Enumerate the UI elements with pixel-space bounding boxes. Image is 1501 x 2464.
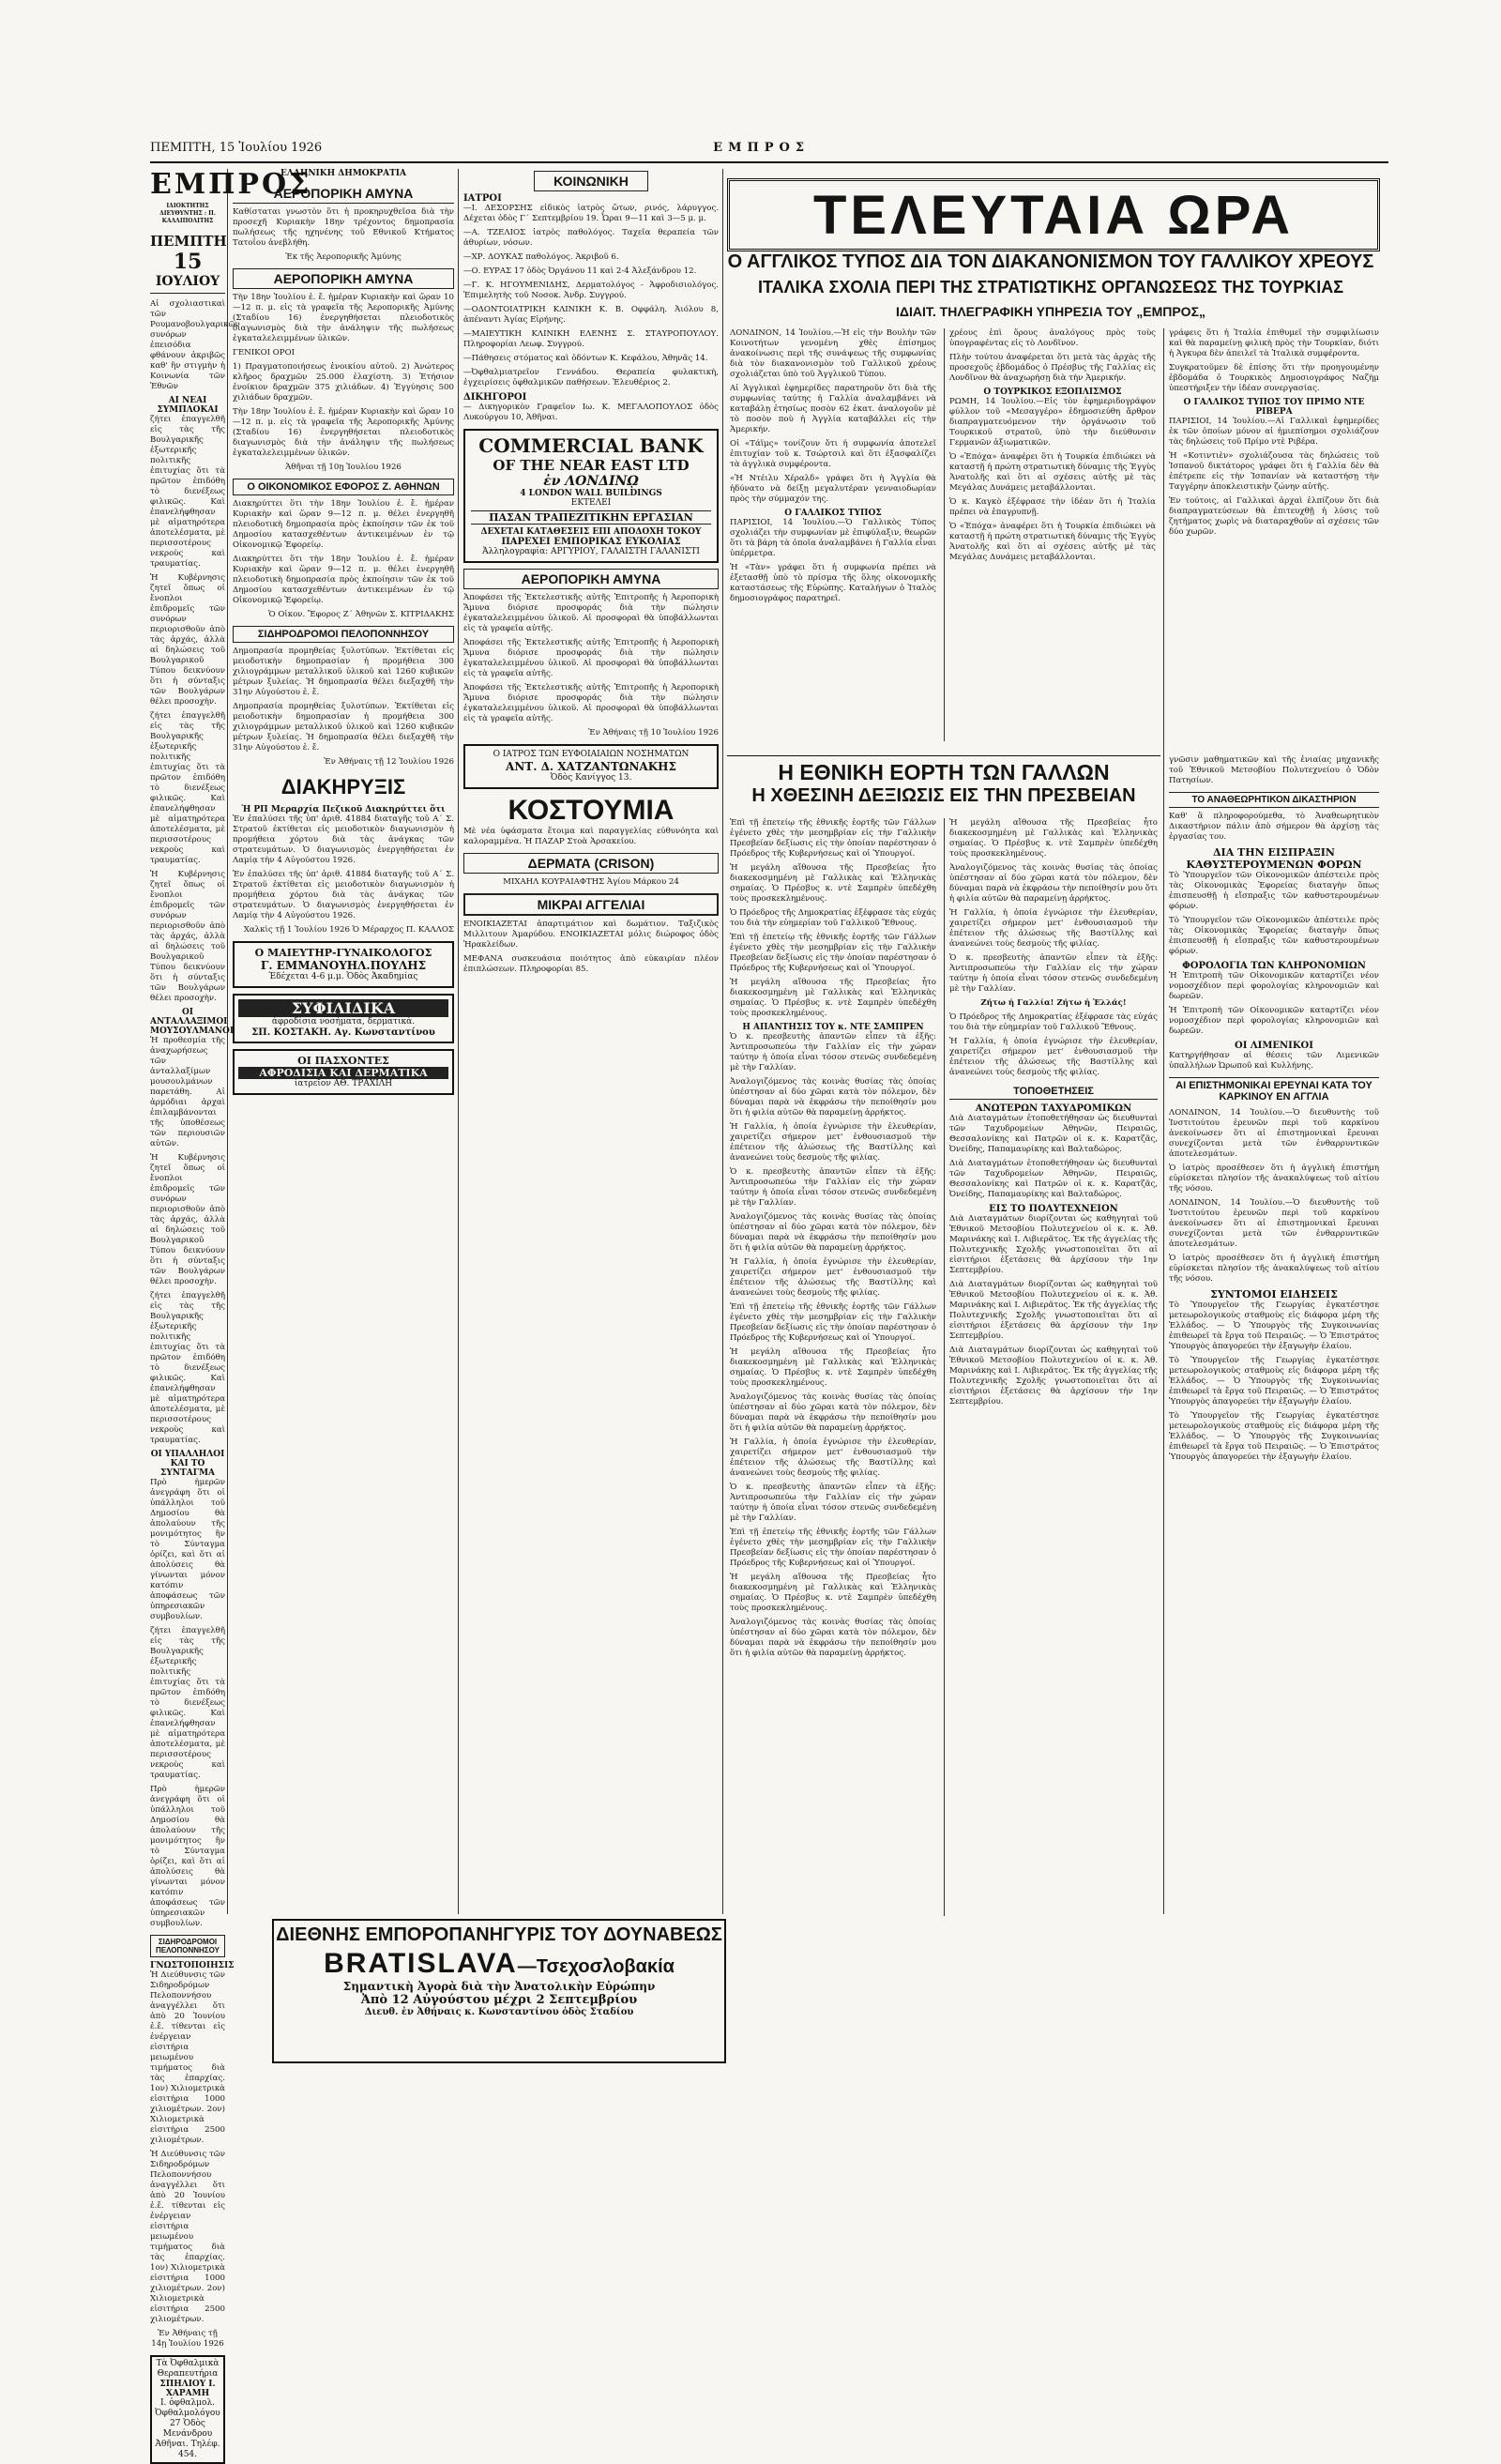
article-paragraph: Ὁ κ. Καγκὸ ἐξέφρασε τὴν ἰδέαν ὅτι ἡ Ἰταλία πρέπει νὰ ἐπαγρυπνῇ. — [949, 497, 1156, 517]
article-paragraph: Πρὸ ἡμερῶν ἀνεγράφη ὅτι οἱ ὑπάλληλοι τοῦ Δημοσίου θὰ ἀπολαύουν τῆς μονιμότητος ἣν τὸ Σύνταγμα ὁρίζει, καὶ ὅτι αἱ ἀπολύσεις θὰ γίνωνται μόνον κατόπιν ἀποφάσεως τῶν ὑπηρεσιακῶν συμβουλίων. — [150, 1785, 225, 1928]
article-paragraph: Ἐν ἐπαλύσει τῆς ὑπ' ἀριθ. 41884 διαταγῆς τοῦ Α΄ Σ. Στρατοῦ ἐκτίθεται εἰς μειοδοτικὸν διαγωνισμὸν ἡ προμήθεια χόρτου διὰ τὰς ἀνάγκας τῶν στρατευμάτων. Ὁ διαγωνισμὸς ἐνεργηθήσεται ἐν Λαμίᾳ τὴν 4 Αὐγούστου 1926. — [233, 814, 454, 865]
article-paragraph: ζήτει ἐπαγγελθῆ εἰς τὰς τῆς Βουλγαρικῆς ἐξωτερικῆς πολιτικῆς ἐπιτυχίας ὅτι τὰ πρῶτον ἐπιδόθη τὸ διενέξεως φιλικῶς. Καὶ ἐπανελήφθησαν μὲ αἱματηρότερα ἀποτελέσματα, μὲ περισσοτέρους νεκροὺς καὶ τραυματίας. — [150, 1626, 225, 1780]
section-subheading: ΑΝΩΤΕΡΩΝ ΤΑΧΥΔΡΟΜΙΚΩΝ — [975, 1103, 1132, 1114]
article-paragraph: Ἡ μεγάλη αἴθουσα τῆς Πρεσβείας ἦτο διακεκοσμημένη μὲ Γαλλικὰς καὶ Ἑλληνικὰς σημαίας. Ὁ Πρέσβυς κ. ντὲ Σαμπρὲν ὑπεδέχθη τοὺς προσκεκλημένους. — [730, 1573, 936, 1613]
section-label: ΕΛΛΗΝΙΚΗ ΔΗΜΟΚΡΑΤΙΑ — [280, 169, 406, 178]
column-3 — [463, 169, 719, 1909]
column-rule — [1163, 328, 1164, 1914]
article-paragraph: Ἡ «Κοτιντιὲν» σχολιάζουσα τὰς δηλώσεις τοῦ Ἰσπανοῦ δικτάτορος γράφει ὅτι ἡ Γαλλία δὲν θὰ ἐπέτρεπε εἰς τὴν Ἰσπανίαν νὰ καταστήσῃ τὴν Ταγγέρην ἀποκλειστικὴν ζώνην αὐτῆς. — [1169, 451, 1379, 492]
article-paragraph: Διὰ Διαταγμάτων διορίζονται ὡς καθηγηταὶ τοῦ Ἐθνικοῦ Μετσοβίου Πολυτεχνείου οἱ κ. κ. Ἀθ. Μαρινάκης καὶ Ι. Λιβιερᾶτος. Ἐκ τῆς ἀγγελίας τῆς Πολυτεχνικῆς Σχολῆς γνωστοποιεῖται ὅτι αἱ εἰσιτήριοι ἐξετάσεις θὰ ἀρχίσουν τὴν 1ην Σεπτεμβρίου. — [949, 1214, 1158, 1275]
listing: —Α. ΤΖΕΛΙΟΣ ἰατρὸς παθολόγος. Ταχεῖα θεραπεία τῶν ἀθυρίων, νόσων. — [463, 228, 719, 248]
section-subheading: ΙΑΤΡΟΙ — [463, 193, 502, 204]
dateline: Ἐν Ἀθήναις τῇ 10 Ἰουλίου 1926 — [588, 728, 719, 738]
article-paragraph: ζήτει ἐπαγγελθῆ εἰς τὰς τῆς Βουλγαρικῆς ἐξωτερικῆς πολιτικῆς ἐπιτυχίας ὅτι τὰ πρῶτον ἐπιδόθη τὸ διενέξεως φιλικῶς. Καὶ ἐπανελήφθησαν μὲ αἱματηρότερα ἀποτελέσματα, μὲ περισσοτέρους νεκροὺς καὶ τραυματίας. — [150, 415, 225, 569]
article-paragraph: Ἀποφάσει τῆς Ἐκτελεστικῆς αὐτῆς Ἐπιτροπῆς ἡ Ἀεροπορικὴ Ἄμυνα διόρισε προσφοράς διὰ τὴν πώλησιν ἐγκαταλελειμμένου ὑλικοῦ. Αἱ προσφοραὶ θὰ ὑποβάλλωνται εἰς τὰ γραφεῖα αὐτῆς. — [463, 683, 719, 723]
classified: ΕΝΟΙΚΙΑΖΕΤΑΙ ἀπαρτιμάτιον καὶ δωμάτιον. Ταξιζικὸς Μιλλιτουν Ἀμαρύδου. ΕΝΟΙΚΙΑΖΕΤΑΙ μόλις διώροφος ὁδὸς Ἡρακλείδων. — [463, 920, 719, 950]
ad-line: Σημαντικὴ Ἀγορὰ διὰ τὴν Ἀνατολικὴν Εὐρώπην — [342, 1980, 656, 1993]
bank-address: 4 LONDON WALL BUILDINGS — [520, 489, 662, 498]
ad-line: Ἐδέχεται 4-6 μ.μ. Ὁδὸς Ἀκαδημίας — [268, 972, 418, 981]
article-paragraph: Ἀποφάσει τῆς Ἐκτελεστικῆς αὐτῆς Ἐπιτροπῆς ἡ Ἀεροπορικὴ Ἄμυνα διόρισε προσφοράς διὰ τὴν πώλησιν ἐγκαταλελειμμένου ὑλικοῦ. Αἱ προσφοραὶ θὰ ὑποβάλλωνται εἰς τὰ γραφεῖα αὐτῆς. — [463, 593, 719, 633]
section-heading: ΑΕΡΟΠΟΡΙΚΗ ΑΜΥΝΑ — [233, 268, 454, 289]
national-day-column-2 — [949, 818, 1158, 1921]
bank-line: ΔΕΧΕΤΑΙ ΚΑΤΑΘΕΣΕΙΣ ΕΠΙ ΑΠΟΔΟΧΗ ΤΟΚΟΥ — [480, 527, 702, 537]
article-paragraph: Κατηργήθησαν αἱ θέσεις τῶν Λιμενικῶν ὑπαλλήλων Ὠρωποῦ καὶ Κυλλήνης. — [1169, 1051, 1379, 1071]
article-paragraph: Τὸ Ὑπουργεῖον τῆς Γεωργίας ἐγκατέστησε μετεωρολογικοὺς σταθμοὺς εἰς διάφορα μέρη τῆς Ἑλλάδος. — Ὁ Ὑπουργὸς τῆς Συγκοινωνίας ἐπιθεωρεῖ τὰ ἔργα τοῦ Πειραιῶς. — Ὁ Ἐπιστράτος Ὑπουργὸς ἀπαγορεύει τὴν ἐξαγωγὴν ἐλαίου. — [1169, 1300, 1379, 1351]
advertisement-dermatology — [233, 1049, 454, 1095]
section-subheading: Η ΑΠΑΝΤΗΣΙΣ ΤΟΥ κ. ΝΤΕ ΣΑΜΠΡΕΝ — [742, 1023, 924, 1032]
bank-line: ΕΚΤΕΛΕΙ — [570, 498, 612, 508]
article-paragraph: Τὴν 18ην Ἰουλίου ἐ. ἔ. ἡμέραν Κυριακὴν καὶ ὥραν 10—12 π. μ. εἰς τὰ γραφεῖα τῆς Ἀεροπορικῆς Ἀμύνης (Σταδίου 16) ἐνεργηθήσεται πλειοδοτικὸς διαγωνισμὸς διὰ τὴν ἀνάληψιν τῆς πωλήσεως ἐγκαταλελειμμένων ὑλικῶν. — [233, 407, 454, 458]
listing: —Γ. Κ. ΗΓΟΥΜΕΝΙΔΗΣ, Δερματολόγος - Ἀφροδισιολόγος. Ἐπιμελητὴς τοῦ Νοσοκ. Ἀνδρ. Συγγρού. — [463, 281, 719, 300]
section-heading: ΟΙ ΛΙΜΕΝΙΚΟΙ — [1235, 1041, 1313, 1051]
article-paragraph: Ἀποφάσει τῆς Ἐκτελεστικῆς αὐτῆς Ἐπιτροπῆς ἡ Ἀεροπορικὴ Ἄμυνα διόρισε προσφοράς διὰ τὴν πώλησιν ἐγκαταλελειμμένου ὑλικοῦ. Αἱ προσφοραὶ θὰ ὑποβάλλωνται εἰς τὰ γραφεῖα αὐτῆς. — [463, 638, 719, 678]
article-paragraph: γράφεις ὅτι ἡ Ἰταλία ἐπιθυμεῖ τὴν συμφιλίωσιν καὶ θὰ παραμείνῃ φιλικὴ πρὸς τὴν Τουρκίαν, διότι ἡ Ἀγκυρα δὲν ἀπειλεῖ τὰ Ἰταλικὰ συμφέροντα. — [1169, 328, 1379, 358]
article-paragraph: Τὸ Ὑπουργεῖον τῆς Γεωργίας ἐγκατέστησε μετεωρολογικοὺς σταθμοὺς εἰς διάφορα μέρη τῆς Ἑλλάδος. — Ὁ Ὑπουργὸς τῆς Συγκοινωνίας ἐπιθεωρεῖ τὰ ἔργα τοῦ Πειραιῶς. — Ὁ Ἐπιστράτος Ὑπουργὸς ἀπαγορεύει τὴν ἐξαγωγὴν ἐλαίου. — [1169, 1411, 1379, 1462]
section-heading: ΚΟΙΝΩΝΙΚΗ — [534, 171, 648, 191]
section-subheading: Ο ΓΑΛΛΙΚΟΣ ΤΥΠΟΣ ΤΟΥ ΠΡΙΜΟ ΝΤΕ ΡΙΒΕΡΑ — [1183, 398, 1365, 417]
telegram-column-2 — [949, 328, 1156, 751]
ad-line: ἀφροδίσια νοσήματα, δερματικὰ. — [271, 1017, 416, 1027]
article-closing: Ζήτω ἡ Γαλλία! Ζήτω ἡ Ἑλλάς! — [980, 998, 1127, 1008]
section-heading: ΜΙΚΡΑΙ ΑΓΓΕΛΙΑΙ — [463, 893, 719, 916]
article-paragraph: Διὰ Διαταγμάτων ἐτοποθετήθησαν ὡς διευθυνταὶ τῶν Ταχυδρομείων Ἀθηνῶν, Πειραιῶς, Θεσσαλονίκης καὶ Πατρῶν οἱ κ. κ. Καρατζᾶς, Ὀνείδης, Παπαμαυρίκης καὶ Βαλταδώρος. — [949, 1114, 1158, 1154]
section-heading: ΔΙΑ ΤΗΝ ΕΙΣΠΡΑΞΙΝ ΚΑΘΥΣΤΕΡΟΥΜΕΝΩΝ ΦΟΡΩΝ — [1186, 846, 1362, 871]
article-paragraph: Ἐπὶ τῇ ἐπετείῳ τῆς ἐθνικῆς ἑορτῆς τῶν Γάλλων ἐγένετο χθὲς τὴν μεσημβρίαν εἰς τὴν Γαλλικὴν Πρεσβείαν δεξίωσις εἰς τὴν ὁποίαν παρέστησαν ὁ Πρόεδρος τῆς Κυβερνήσεως καὶ οἱ Ὑπουργοί. — [730, 933, 936, 973]
ad-title-leather: ΔΕΡΜΑΤΑ (CRISON) — [463, 853, 719, 874]
news-column-right — [1169, 755, 1379, 1919]
section-heading: ΑΙ ΕΠΙΣΤΗΜΟΝΙΚΑΙ ΕΡΕΥΝΑΙ ΚΑΤΑ ΤΟΥ ΚΑΡΚΙΝΟΥ ΕΝ ΑΓΓΛΙΑ — [1169, 1077, 1379, 1104]
article-paragraph: Τὸ Ὑπουργεῖον τῆς Γεωργίας ἐγκατέστησε μετεωρολογικοὺς σταθμοὺς εἰς διάφορα μέρη τῆς Ἑλλάδος. — Ὁ Ὑπουργὸς τῆς Συγκοινωνίας ἐπιθεωρεῖ τὰ ἔργα τοῦ Πειραιῶς. — Ὁ Ἐπιστράτος Ὑπουργὸς ἀπαγορεύει τὴν ἐξαγωγὴν ἐλαίου. — [1169, 1356, 1379, 1407]
national-day-column-1 — [730, 818, 936, 1921]
article-paragraph: Διακηρύττει ὅτι τὴν 18ην Ἰουλίου ἐ. ἔ. ἡμέραν Κυριακὴν καὶ ὥραν 9—12 π. μ. θέλει ἐνεργηθῆ πλειοδοτικὴ δημοπρασία πρὸς ἐκποίησιν τῶν ἐκ τοῦ Δημοσίου κατασχεθέντων ἀντικειμένων ἐν τῷ Οἰκονομικῷ Ἐφορείῳ. — [233, 499, 454, 550]
article-paragraph: Τὸ Ὑπουργεῖον τῶν Οἰκονομικῶν ἀπέστειλε πρὸς τὰς Οἰκονομικὰς Ἐφορείας διαταγὴν ὅπως ἐπισπευσθῇ ἡ εἴσπραξις τῶν καθυστερουμένων φόρων. — [1169, 916, 1379, 956]
article-paragraph: Ἡ μεγάλη αἴθουσα τῆς Πρεσβείας ἦτο διακεκοσμημένη μὲ Γαλλικὰς καὶ Ἑλληνικὰς σημαίας. Ὁ Πρέσβυς κ. ντὲ Σαμπρὲν ὑπεδέχθη τοὺς προσκεκλημένους. — [949, 818, 1158, 859]
section-heading: ΑΕΡΟΠΟΡΙΚΗ ΑΜΥΝΑ — [463, 569, 719, 589]
advertisement-doctor — [463, 744, 719, 789]
ad-title: ΑΦΡΟΔΙΣΙΑ ΚΑΙ ΔΕΡΜΑΤΙΚΑ — [238, 1067, 448, 1079]
ad-name: ΣΠΗΛΙΟΥ Ι. ΧΑΡΑΜΗ — [159, 2380, 216, 2398]
ad-name: ΣΠ. ΚΟΣΤΑΚΗ. Αγ. Κωνσταντίνου — [251, 1027, 435, 1038]
article-paragraph: ζήτει ἐπαγγελθῆ εἰς τὰς τῆς Βουλγαρικῆς ἐξωτερικῆς πολιτικῆς ἐπιτυχίας ὅτι τὰ πρῶτον ἐπιδόθη τὸ διενέξεως φιλικῶς. Καὶ ἐπανελήφθησαν μὲ αἱματηρότερα ἀποτελέσματα, μὲ περισσοτέρους νεκροὺς καὶ τραυματίας. — [150, 1291, 225, 1445]
article-paragraph: Ἀναλογιζόμενος τὰς κοινὰς θυσίας τὰς ὁποίας ὑπέστησαν αἱ δύο χῶραι κατὰ τὸν πόλεμον, δὲν δύναμαι παρὰ νὰ ἐκφράσω τὴν πεποίθησίν μου ὅτι ἡ φιλία αὐτῶν θὰ παραμείνῃ ἀρρήκτος. — [730, 1392, 936, 1433]
article-paragraph: Ἐπὶ τῇ ἐπετείῳ τῆς ἐθνικῆς ἑορτῆς τῶν Γάλλων ἐγένετο χθὲς τὴν μεσημβρίαν εἰς τὴν Γαλλικὴν Πρεσβείαν δεξίωσις εἰς τὴν ὁποίαν παρέστησαν ὁ Πρόεδρος τῆς Κυβερνήσεως καὶ οἱ Ὑπουργοί. — [730, 1528, 936, 1568]
national-day-headline — [727, 760, 1160, 816]
advertisement-bank — [463, 429, 719, 563]
bank-line: ΠΑΣΑΝ ΤΡΑΠΕΖΙΤΙΚΗΝ ΕΡΓΑΣΙΑΝ — [471, 510, 711, 525]
column-rule — [944, 818, 945, 1916]
article-subheading: ΓΕΝΙΚΟΙ ΟΡΟΙ — [233, 348, 296, 357]
article-paragraph: Ὁ Πρόεδρος τῆς Δημοκρατίας ἐξέφρασε τὰς εὐχάς του διὰ τὴν εὐημερίαν τοῦ Γαλλικοῦ Ἔθνους. — [730, 908, 936, 928]
bank-name: COMMERCIAL BANK — [478, 434, 704, 457]
article-paragraph: Ἡ «Τὰν» γράφει ὅτι ἡ συμφωνία πρέπει νὰ ἐξετασθῇ ὑπὸ τὸ πρίσμα τῆς ὅλης οἰκονομικῆς καταστάσεως τῆς Εὐρώπης. Καταλήγων ὁ Ἰταλὸς δημοσιογράφος παρατηρεῖ. — [730, 563, 936, 603]
section-heading: ΦΟΡΟΛΟΓΙΑ ΤΩΝ ΚΛΗΡΟΝΟΜΙΩΝ — [1182, 961, 1366, 971]
ad-line: Ι. ὀφθαλμολ. Ὀφθαλμολόγου — [155, 2398, 220, 2418]
article-paragraph: Αἱ Ἀγγλικαὶ ἐφημερίδες παρατηροῦν ὅτι διὰ τῆς συμφωνίας ταύτης ἡ Γαλλία ἀναλαμβάνει νὰ καταβάλῃ ἐτησίως ποσὸν 62 ἑκατ. ἀναλογοῦν μὲ τὸ ποσὸν ποὺ ἡ Ἀγγλία καταβάλλει εἰς τὴν Ἀμερικήν. — [730, 384, 936, 434]
article-paragraph: «Ἡ Ντέιλυ Χέραλδ» γράφει ὅτι ἡ Ἀγγλία θὰ ἠδύνατο νὰ δείξῃ μεγαλυτέραν γενναιοδωρίαν πρὸς τὴν σύμμαχόν της. — [730, 474, 936, 504]
article-paragraph: ΛΟΝΔΙΝΟΝ, 14 Ἰουλίου.—Ἡ εἰς τὴν Βουλὴν τῶν Κοινοτήτων γενομένη χθὲς ἐπίσημος ἀνακοίνωσις περὶ τῆς συνάψεως τῆς συμφωνίας διὰ τὸν διακανονισμὸν τοῦ Γαλλικοῦ χρέους σχολιάζεται ὑπὸ τοῦ Ἀγγλικοῦ Τύπου. — [730, 328, 936, 379]
article-paragraph: Ἀναλογιζόμενος τὰς κοινὰς θυσίας τὰς ὁποίας ὑπέστησαν αἱ δύο χῶραι κατὰ τὸν πόλεμον, δὲν δύναμαι παρὰ νὰ ἐκφράσω τὴν πεποίθησίν μου ὅτι ἡ φιλία αὐτῶν θὰ παραμείνῃ ἀρρήκτος. — [730, 1618, 936, 1658]
listing: —Ο. ΕΥΡΑΣ 17 ὁδὸς Ὀργάνου 11 καὶ 2-4 Ἀλεξάνδρου 12. — [463, 266, 697, 276]
article-paragraph: Δημοπρασία προμηθείας ξυλοτύπων. Ἐκτίθεται εἰς μειοδοτικὴν δημοπρασίαν ἡ προμήθεια 300 χιλιογράμμων μεταλλικοῦ ὑλικοῦ καὶ 1260 κυβικῶν μέτρων ξυλείας. Ἡ δημοπρασία θέλει διεξαχθῆ τὴν 31ην Αὐγούστου ἐ. ἔ. — [233, 646, 454, 697]
column-2 — [233, 169, 454, 1909]
article-paragraph: Ἡ Κυβέρνησις ζητεῖ ὅπως οἱ ἔνοπλοι ἐπιδρομεῖς τῶν συνόρων περιορισθοῦν ἀπὸ τὰς ἀρχάς, ἀλλὰ αἱ δηλώσεις τοῦ Βουλγαρικοῦ Τύπου δεικνύουν ὅτι ἡ σύνταξις τῶν Βουλγάρων θέλει προσοχὴν. — [150, 1153, 225, 1286]
section-heading: ΑΕΡΟΠΟΡΙΚΗ ΑΜΥΝΑ — [233, 184, 454, 204]
ad-name: Γ. ΕΜΜΑΝΟΥΗΛ.ΠΟΥΛΗΣ — [260, 959, 427, 972]
section-subheading: Ο ΤΟΥΡΚΙΚΟΣ ΕΞΟΠΛΙΣΜΟΣ — [983, 388, 1122, 397]
column-rule — [458, 169, 459, 1914]
bank-name-2: OF THE NEAR EAST LTD — [493, 457, 690, 474]
article-paragraph: Ὁ κ. πρεσβευτὴς ἀπαντῶν εἶπεν τὰ ἑξῆς: Ἀντιπροσωπεύω τὴν Γαλλίαν εἰς τὴν χώραν ταύτην ἡ ὁποία εἶναι τόσον στενῶς συνδεδεμένη μὲ τὴν Γαλλίαν. — [949, 953, 1158, 994]
running-head-title: ΕΜΠΡΟΣ — [713, 141, 811, 155]
section-heading: ΤΟ ΑΝΑΘΕΩΡΗΤΙΚΟΝ ΔΙΚΑΣΤΗΡΙΟΝ — [1169, 792, 1379, 808]
article-paragraph: Ἡ Κυβέρνησις ζητεῖ ὅπως οἱ ἔνοπλοι ἐπιδρομεῖς τῶν συνόρων περιορισθοῦν ἀπὸ τὰς ἀρχάς, ἀλλὰ αἱ δηλώσεις τοῦ Βουλγαρικοῦ Τύπου δεικνύουν ὅτι ἡ σύνταξις τῶν Βουλγάρων θέλει προσοχὴν. — [150, 573, 225, 707]
section-heading: ΤΟΠΟΘΕΤΗΣΕΙΣ — [949, 1084, 1158, 1100]
section-subheading: Ο ΓΑΛΛΙΚΟΣ ΤΥΠΟΣ — [784, 509, 882, 518]
article-paragraph: Ἡ Γαλλία, ἡ ὁποία ἐγνώρισε τὴν ἐλευθερίαν, χαιρετίζει σήμερον μετ' ἐνθουσιασμοῦ τὴν ἐπέτειον τῆς ἀλώσεως τῆς Βαστίλλης καὶ ἀνανεώνει τοὺς δεσμοὺς τῆς φιλίας. — [949, 908, 1158, 949]
classified: ΜΕΦΑΝΑ συσκευάσια ποιότητος ἀπὸ εὐκαιρίαν πλέον ἐπιπλώσεων. Πληροφορίαι 85. — [463, 954, 719, 974]
signature-line: Ὁ Οἰκον. Ἔφορος Ζ΄ Ἀθηνῶν Σ. ΚΙΤΡΙΔΑΚΗΣ — [268, 610, 454, 619]
section-heading: Ο ΟΙΚΟΝΟΜΙΚΟΣ ΕΦΟΡΟΣ Ζ. ΑΘΗΝΩΝ — [233, 479, 454, 495]
advertisement-eye-clinic — [150, 2355, 225, 2464]
article-paragraph: Καθίσταται γνωστὸν ὅτι ἡ προκηρυχθεῖσα διὰ τὴν προσεχῆ Κυριακὴν 18ην τρέχοντος δημοπρασία πωλήσεως τῆς ηχηνένης τοῦ Εθνικοῦ Κτήματος Τατοΐου ἀνεβλήθη. — [233, 207, 454, 248]
advertisement-danube-fair — [272, 1919, 726, 2063]
signature-line: Ἐκ τῆς Ἀεροπορικῆς Ἀμύνης — [285, 252, 402, 262]
column-rule — [722, 169, 723, 1914]
section-heading: ΟΙ ΑΝΤΑΛΛΑΞΙΜΟΙ ΜΟΥΣΟΥΛΜΑΝΟΙ — [150, 1008, 235, 1036]
ad-title: ΣΥΦΙΛΙΔΙΚΑ — [238, 999, 448, 1017]
section-heading: ΔΙΑΚΗΡΥΞΙΣ — [280, 775, 406, 799]
ad-name: ΑΝΤ. Δ. ΧΑΤΖΑΝΤΩΝΑΚΗΣ — [506, 760, 676, 773]
article-paragraph: ΛΟΝΔΙΝΟΝ, 14 Ἰουλίου.—Ὁ διευθυντὴς τοῦ Ἰνστιτούτου ἐρευνῶν περὶ τοῦ καρκίνου ἀνεκοίνωσεν ὅτι αἱ ἐπιστημονικαὶ ἔρευναι συνεχίζονται μετὰ τῶν ἐνθαρρυντικῶν ἀποτελεσμάτων. — [1169, 1198, 1379, 1249]
masthead-day: 15 — [173, 250, 203, 274]
ad-line: ἰατρεῖον ΑΘ. ΤΡΑΧΙΛΗ — [294, 1079, 393, 1088]
article-paragraph: ΛΟΝΔΙΝΟΝ, 14 Ἰουλίου.—Ὁ διευθυντὴς τοῦ Ἰνστιτούτου ἐρευνῶν περὶ τοῦ καρκίνου ἀνεκοίνωσεν ὅτι αἱ ἐπιστημονικαὶ ἔρευναι συνεχίζονται μετὰ τῶν ἐνθαρρυντικῶν ἀποτελεσμάτων. — [1169, 1108, 1379, 1159]
article-paragraph: Διὰ Διαταγμάτων διορίζονται ὡς καθηγηταὶ τοῦ Ἐθνικοῦ Μετσοβίου Πολυτεχνείου οἱ κ. κ. Ἀθ. Μαρινάκης καὶ Ι. Λιβιερᾶτος. Ἐκ τῆς ἀγγελίας τῆς Πολυτεχνικῆς Σχολῆς γνωστοποιεῖται ὅτι αἱ εἰσιτήριοι ἐξετάσεις θὰ ἀρχίσουν τὴν 1ην Σεπτεμβρίου. — [949, 1280, 1158, 1341]
headline-2: ΙΤΑΛΙΚΑ ΣΧΟΛΙΑ ΠΕΡΙ ΤΗΣ ΣΤΡΑΤΙΩΤΙΚΗΣ ΟΡΓΑΝΩΣΕΩΣ ΤΗΣ ΤΟΥΡΚΙΑΣ — [757, 278, 1344, 297]
article-paragraph: Ἡ Γαλλία, ἡ ὁποία ἐγνώρισε τὴν ἐλευθερίαν, χαιρετίζει σήμερον μετ' ἐνθουσιασμοῦ τὴν ἐπέτειον τῆς ἀλώσεως τῆς Βαστίλλης καὶ ἀνανεώνει τοὺς δεσμοὺς τῆς φιλίας. — [730, 1257, 936, 1298]
ad-line: Ἀπὸ 12 Αὐγούστου μέχρι 2 Σεπτεμβρίου — [360, 1993, 638, 2007]
article-paragraph: Πρὸ ἡμερῶν ἀνεγράφη ὅτι οἱ ὑπάλληλοι τοῦ Δημοσίου θὰ ἀπολαύουν τῆς μονιμότητος ἣν τὸ Σύνταγμα ὁρίζει, καὶ ὅτι αἱ ἀπολύσεις θὰ γίνωνται μόνον κατόπιν ἀποφάσεως τῶν ὑπηρεσιακῶν συμβουλίων. — [150, 1478, 225, 1621]
listing: —ΧΡ. ΔΟΥΚΑΣ παθολόγος. Ἀκριβοῦ 6. — [463, 252, 619, 262]
article-paragraph: Καθ' ἃ πληροφορούμεθα, τὸ Ἀναθεωρητικὸν Δικαστήριον πάλιν ἀπὸ σήμερον θὰ ἀρχίσῃ τὰς ἐργασίας του. — [1169, 812, 1379, 842]
rule — [727, 755, 1160, 756]
ad-line: Ο ΙΑΤΡΟΣ ΤΩΝ ΕΥΦΟΙΑΙΑΙΩΝ ΝΟΣΗΜΑΤΩΝ — [493, 750, 690, 759]
article-paragraph: 1) Πραγματοποιήσεως ἐνοικίου αὐτοῦ. 2) Ἀνώτερος κλῆρος δραχμῶν 25.000 ἐλαχίστη. 3) Ἐτήσιον ἐνοίκιον δραχμῶν 375 χιλιάδων. 4) Ἐγγύησις 500 χιλιάδων δραχμῶν. — [233, 362, 454, 403]
masthead-name: ΕΜΠΡΟΣ — [150, 168, 312, 201]
article-paragraph: Ὁ κ. πρεσβευτὴς ἀπαντῶν εἶπεν τὰ ἑξῆς: Ἀντιπροσωπεύω τὴν Γαλλίαν εἰς τὴν χώραν ταύτην ἡ ὁποία εἶναι τόσον στενῶς συνδεδεμένη μὲ τὴν Γαλλίαν. — [730, 1167, 936, 1208]
article-paragraph: Ἡ Κυβέρνησις ζητεῖ ὅπως οἱ ἔνοπλοι ἐπιδρομεῖς τῶν συνόρων περιορισθοῦν ἀπὸ τὰς ἀρχάς, ἀλλὰ αἱ δηλώσεις τοῦ Βουλγαρικοῦ Τύπου δεικνύουν ὅτι ἡ σύνταξις τῶν Βουλγάρων θέλει προσοχὴν. — [150, 870, 225, 1003]
listing: —ΜΑΙΕΥΤΙΚΗ ΚΛΙΝΙΚΗ ΕΛΕΝΗΣ Σ. ΣΤΑΥΡΟΠΟΥΛΟΥ. Πληροφορίαι Λεωφ. Συγγρού. — [463, 329, 719, 349]
article-paragraph: γνῶσιν μαθηματικῶν καὶ τῆς ἑνιαίας μηχανικῆς τοῦ Ἐθνικοῦ Μετσοβίου Πολυτεχνείου ὁ Ὁδὸν Πατησίων. — [1169, 755, 1379, 785]
article-paragraph: χρέους ἐπὶ ὅρους ἀναλόγους πρὸς τοὺς ὑπογραφέντας εἰς τὸ Λονδῖνον. — [949, 328, 1156, 348]
article-paragraph: Ὁ Πρόεδρος τῆς Δημοκρατίας ἐξέφρασε τὰς εὐχάς του διὰ τὴν εὐημερίαν τοῦ Γαλλικοῦ Ἔθνους. — [949, 1012, 1158, 1032]
top-rule — [150, 161, 1388, 163]
article-paragraph: ΠΑΡΙΣΙΟΙ, 14 Ἰουλίου.—Ὁ Γαλλικὸς Τύπος σχολιάζει τὴν συμφωνίαν μὲ ἐπιφύλαξιν, θεωρῶν ὅτι τὰ βάρη τὰ ὁποῖα ἀναλαμβάνει ἡ Γαλλία εἶναι ὑπέρμετρα. — [730, 518, 936, 558]
article-paragraph: Ἡ Ἐπιτροπὴ τῶν Οἰκονομικῶν καταρτίζει νέον νομοσχέδιον περὶ φορολογίας κληρονομιῶν καὶ δωρεῶν. — [1169, 1006, 1379, 1036]
ad-line: Ο ΜΑΙΕΥΤΗΡ-ΓΥΝΑΙΚΟΛΟΓΟΣ — [254, 947, 432, 959]
article-paragraph: Πλὴν τούτου ἀναφέρεται ὅτι μετὰ τὰς ἀρχὰς τῆς προσεχοῦς ἑβδομάδος ὁ Πρέσβυς τῆς Γαλλίας εἰς Λονδῖνον θὰ ἀναχωρήσῃ διὰ τὴν Ἀμερικήν. — [949, 353, 1156, 383]
ad-line: Ὁδὸς Κανίγγος 13. — [550, 773, 632, 783]
headline-1: Ο ΑΓΓΛΙΚΟΣ ΤΥΠΟΣ ΔΙΑ ΤΟΝ ΔΙΑΚΑΝΟΝΙΣΜΟΝ ΤΟΥ ΓΑΛΛΙΚΟΥ ΧΡΕΟΥΣ — [727, 251, 1374, 272]
article-paragraph: Ἐν ἐπαλύσει τῆς ὑπ' ἀριθ. 41884 διαταγῆς τοῦ Α΄ Σ. Στρατοῦ ἐκτίθεται εἰς μειοδοτικὸν διαγωνισμὸν ἡ προμήθεια χόρτου διὰ τὰς ἀνάγκας τῶν στρατευμάτων. Ὁ διαγωνισμὸς ἐνεργηθήσεται ἐν Λαμίᾳ τὴν 4 Αὐγούστου 1926. — [233, 870, 454, 920]
listing: —Ὀφθαλμιατρεῖον Γεννάδου. Θεραπεία φυλακτικὴ, ἐγχειρίσεις ὀφθαλμικῶν παθήσεων. Ἐλευθέριος 2. — [463, 368, 719, 388]
headline: Η ΕΘΝΙΚΗ ΕΟΡΤΗ ΤΩΝ ΓΑΛΛΩΝ — [778, 760, 1110, 784]
article-paragraph: Ἡ Γαλλία, ἡ ὁποία ἐγνώρισε τὴν ἐλευθερίαν, χαιρετίζει σήμερον μετ' ἐνθουσιασμοῦ τὴν ἐπέτειον τῆς ἀλώσεως τῆς Βαστίλλης καὶ ἀνανεώνει τοὺς δεσμοὺς τῆς φιλίας. — [730, 1122, 936, 1163]
article-paragraph: Ἀναλογιζόμενος τὰς κοινὰς θυσίας τὰς ὁποίας ὑπέστησαν αἱ δύο χῶραι κατὰ τὸν πόλεμον, δὲν δύναμαι παρὰ νὰ ἐκφράσω τὴν πεποίθησίν μου ὅτι ἡ φιλία αὐτῶν θὰ παραμείνῃ ἀρρήκτος. — [730, 1212, 936, 1253]
article-paragraph: Δημοπρασία προμηθείας ξυλοτύπων. Ἐκτίθεται εἰς μειοδοτικὴν δημοπρασίαν ἡ προμήθεια 300 χιλιογράμμων μεταλλικοῦ ὑλικοῦ καὶ 1260 κυβικῶν μέτρων ξυλείας. Ἡ δημοπρασία θέλει διεξαχθῆ τὴν 31ην Αὐγούστου ἐ. ἔ. — [233, 702, 454, 753]
section-subheading: Ἡ ΡΠ Μεραρχία Πεζικοῦ Διακηρύττει ὅτι — [241, 805, 446, 814]
masthead-weekday: ΠΕΜΠΤΗ — [150, 233, 227, 250]
column-rule — [944, 328, 945, 741]
ad-country: —Τσεχοσλοβακία — [517, 1956, 675, 1977]
article-paragraph: Διὰ Διαταγμάτων διορίζονται ὡς καθηγηταὶ τοῦ Ἐθνικοῦ Μετσοβίου Πολυτεχνείου οἱ κ. κ. Ἀθ. Μαρινάκης καὶ Ι. Λιβιερᾶτος. Ἐκ τῆς ἀγγελίας τῆς Πολυτεχνικῆς Σχολῆς γνωστοποιεῖται ὅτι αἱ εἰσιτήριοι ἐξετάσεις θὰ ἀρχίσουν τὴν 1ην Σεπτεμβρίου. — [949, 1346, 1158, 1407]
section-heading: ΕΙΣ ΤΟ ΠΟΛΥΤΕΧΝΕΙΟΝ — [989, 1204, 1118, 1214]
article-paragraph: Ὁ ἰατρὸς προσέθεσεν ὅτι ἡ ἀγγλικὴ ἐπιστήμη εὑρίσκεται πλησίον τῆς ἀνακαλύψεως τοῦ αἰτίου τῆς νόσου. — [1169, 1254, 1379, 1284]
advertisement-syphilis — [233, 994, 454, 1043]
article-paragraph: Ἐπὶ τῇ ἐπετείῳ τῆς ἐθνικῆς ἑορτῆς τῶν Γάλλων ἐγένετο χθὲς τὴν μεσημβρίαν εἰς τὴν Γαλλικὴν Πρεσβείαν δεξίωσις εἰς τὴν ὁποίαν παρέστησαν ὁ Πρόεδρος τῆς Κυβερνήσεως καὶ οἱ Ὑπουργοί. — [730, 818, 936, 859]
section-subheading: ΓΝΩΣΤΟΠΟΙΗΣΙΣ — [150, 1961, 235, 1970]
dateline: Ἀθῆναι τῇ 10ῃ Ἰουλίου 1926 — [285, 463, 402, 472]
ad-city-line — [274, 1948, 724, 1980]
signature-line: Χαλκὶς τῇ 1 Ἰουλίου 1926 Ὁ Μέραρχος Π. ΚΑΛΛΟΣ — [243, 925, 454, 935]
ad-line: ΔΙΕΘΝΗΣ ΕΜΠΟΡΟΠΑΝΗΓΥΡΙΣ ΤΟΥ ΔΟΥΝΑΒΕΩΣ — [276, 1924, 722, 1945]
article-paragraph: ΠΑΡΙΣΙΟΙ, 14 Ἰουλίου.—Αἱ Γαλλικαὶ ἐφημερίδες ἐκ τῶν ὁποίων μόνον αἱ ἡμιεπίσημοι σχολιάζουν τὰς δηλώσεις τοῦ Πρίμο ντὲ Ριβέρα. — [1169, 417, 1379, 447]
section-heading: ΣΥΝΤΟΜΟΙ ΕΙΔΗΣΕΙΣ — [1210, 1288, 1338, 1300]
ad-text: Μὲ νέα ὑφάσματα ἕτοιμα καὶ παραγγελίας εὐθυνόητα καὶ καλοραμμένα. Ἡ ΠΑΖΑΡ Στοὰ Ἀρσακείου. — [463, 827, 719, 846]
ad-city: BRATISLAVA — [324, 1948, 518, 1979]
section-subheading: ΔΙΚΗΓΟΡΟΙ — [463, 392, 527, 403]
article-paragraph: Αἱ σχολιαστικαὶ τῶν Ρουμανοβουλγαρικῶν συνόρων ἐπεισόδια φθάνουν ἀκριβῶς καθ' ἣν στιγμὴν ἡ Κοινωνία τῶν Ἐθνῶν — [150, 299, 240, 391]
article-paragraph: Διὰ Διαταγμάτων ἐτοποθετήθησαν ὡς διευθυνταὶ τῶν Ταχυδρομείων Ἀθηνῶν, Πειραιῶς, Θεσσαλονίκης καὶ Πατρῶν οἱ κ. κ. Καρατζᾶς, Ὀνείδης, Παπαμαυρίκης καὶ Βαλταδώρος. — [949, 1159, 1158, 1199]
listing: —Πάθησεις στόματος καὶ ὀδόντων Κ. Κεφάλου, Ἀθηνᾶς 14. — [463, 354, 708, 363]
article-paragraph: Ἡ Διεύθυνσις τῶν Σιδηροδρόμων Πελοποννήσου ἀναγγέλλει ὅτι ἀπὸ 20 Ἰουνίου ἐ.ἔ. τίθενται εἰς ἐνέργειαν εἰσιτήρια μειωμένου τιμήματος διὰ τὰς ἐπαρχίας. 1ον) Χιλιομετρικὰ εἰσιτήρια 1000 χιλιομέτρων. 2ον) Χιλιομετρικὰ εἰσιτήρια 2500 χιλιομέτρων. — [150, 2150, 225, 2324]
article-paragraph: Ὁ κ. πρεσβευτὴς ἀπαντῶν εἶπεν τὰ ἑξῆς: Ἀντιπροσωπεύω τὴν Γαλλίαν εἰς τὴν χώραν ταύτην ἡ ὁποία εἶναι τόσον στενῶς συνδεδεμένη μὲ τὴν Γαλλίαν. — [730, 1032, 936, 1072]
article-paragraph: Ἀναλογιζόμενος τὰς κοινὰς θυσίας τὰς ὁποίας ὑπέστησαν αἱ δύο χῶραι κατὰ τὸν πόλεμον, δὲν δύναμαι παρὰ νὰ ἐκφράσω τὴν πεποίθησίν μου ὅτι ἡ φιλία αὐτῶν θὰ παραμείνῃ ἀρρήκτος. — [949, 863, 1158, 904]
headline: Η ΧΘΕΣΙΝΗ ΔΕΞΙΩΣΙΣ ΕΙΣ ΤΗΝ ΠΡΕΣΒΕΙΑΝ — [751, 785, 1136, 806]
telegram-column-1 — [730, 328, 936, 751]
column-rule — [227, 169, 228, 1914]
article-paragraph: Ἡ μεγάλη αἴθουσα τῆς Πρεσβείας ἦτο διακεκοσμημένη μὲ Γαλλικὰς καὶ Ἑλληνικὰς σημαίας. Ὁ Πρέσβυς κ. ντὲ Σαμπρὲν ὑπεδέχθη τοὺς προσκεκλημένους. — [730, 863, 936, 904]
bank-line: Ἀλληλογραφία: ΑΡΓΥΡΙΟΥ, ΓΑΛΑΙΣΤΗ ΓΑΛΑΝΙΣΤΙ — [482, 547, 700, 556]
article-paragraph: Ὁ «Ἐπόχα» ἀναφέρει ὅτι ἡ Τουρκία ἐπιδιώκει νὰ καταστῇ ἡ πρώτη στρατιωτικὴ δύναμις τῆς Ἐγγὺς Ἀνατολῆς καὶ ὅτι αἱ σχέσεις αὐτῆς μὲ τὰς Μεγάλας Δυνάμεις μεταβάλλονται. — [949, 452, 1156, 493]
article-paragraph: Ἡ Γαλλία, ἡ ὁποία ἐγνώρισε τὴν ἐλευθερίαν, χαιρετίζει σήμερον μετ' ἐνθουσιασμοῦ τὴν ἐπέτειον τῆς ἀλώσεως τῆς Βαστίλλης καὶ ἀνανεώνει τοὺς δεσμοὺς τῆς φιλίας. — [730, 1437, 936, 1478]
article-paragraph: Διακηρύττει ὅτι τὴν 18ην Ἰουλίου ἐ. ἔ. ἡμέραν Κυριακὴν καὶ ὥραν 9—12 π. μ. θέλει ἐνεργηθῆ πλειοδοτικὴ δημοπρασία πρὸς ἐκποίησιν τῶν ἐκ τοῦ Δημοσίου κατασχεθέντων ἀντικειμένων ἐν τῷ Οἰκονομικῷ Ἐφορείῳ. — [233, 555, 454, 605]
section-heading: ΟΙ ΥΠΑΛΛΗΛΟΙ ΚΑΙ ΤΟ ΣΥΝΤΑΓΜΑ — [150, 1450, 225, 1478]
article-paragraph: Ἡ Διεύθυνσις τῶν Σιδηροδρόμων Πελοποννήσου ἀναγγέλλει ὅτι ἀπὸ 20 Ἰουνίου ἐ.ἔ. τίθενται εἰς ἐνέργειαν εἰσιτήρια μειωμένου τιμήματος διὰ τὰς ἐπαρχίας. 1ον) Χιλιομετρικὰ εἰσιτήρια 1000 χιλιομέτρων. 2ον) Χιλιομετρικὰ εἰσιτήρια 2500 χιλιομέτρων. — [150, 1970, 225, 2145]
ad-title-costumes: ΚΟΣΤΟΥΜΙΑ — [508, 795, 675, 826]
article-paragraph: ΡΩΜΗ, 14 Ἰουλίου.—Εἰς τὸν ἐφημεριδογράφον φύλλον τοῦ «Μεσαγγέρο» ἐδημοσιεύθη ἄρθρον διαπραγματευόμενον τὴν ὀργάνωσιν τοῦ Τουρκικοῦ στρατοῦ, ὑπὸ τὴν διεύθυνσιν Γερμανῶν ἀξιωματικῶν. — [949, 397, 1156, 448]
advertisement-obstetrician — [233, 941, 454, 988]
masthead-director: ΙΔΙΟΚΤΗΤΗΣ ΔΙΕΥΘΥΝΤΗΣ : Π. ΚΑΛΛΙΠΟΛΙΤΗΣ — [159, 203, 216, 224]
section-heading: ΣΙΔΗΡΟΔΡΟΜΟΙ ΠΕΛΟΠΟΝΝΗΣΟΥ — [150, 1935, 225, 1957]
article-paragraph: Συγκρατοῦμεν δὲ ἐπίσης ὅτι τὴν προηγουμένην ἑβδομάδα ὁ Τουρκικὸς Δημοσιογράφος Ναζὴμ ὑπεστήριξεν τὴν ἰδέαν συνεργασίας. — [1169, 363, 1379, 393]
telegram-column-3 — [1169, 328, 1379, 751]
article-paragraph: Ἐν τούτοις, αἱ Γαλλικαὶ ἀρχαὶ ἐλπίζουν ὅτι διὰ διαπραγματεύσεων θὰ ἐπιτευχθῇ ἡ λύσις τοῦ ζητήματος χωρὶς νὰ διαταραχθοῦν αἱ σχέσεις τῶν δύο χωρῶν. — [1169, 496, 1379, 537]
article-paragraph: Ἐπὶ τῇ ἐπετείῳ τῆς ἐθνικῆς ἑορτῆς τῶν Γάλλων ἐγένετο χθὲς τὴν μεσημβρίαν εἰς τὴν Γαλλικὴν Πρεσβείαν δεξίωσις εἰς τὴν ὁποίαν παρέστησαν ὁ Πρόεδρος τῆς Κυβερνήσεως καὶ οἱ Ὑπουργοί. — [730, 1302, 936, 1343]
article-paragraph: Ὁ ἰατρὸς προσέθεσεν ὅτι ἡ ἀγγλικὴ ἐπιστήμη εὑρίσκεται πλησίον τῆς ἀνακαλύψεως τοῦ αἰτίου τῆς νόσου. — [1169, 1164, 1379, 1194]
article-paragraph: Ἡ μεγάλη αἴθουσα τῆς Πρεσβείας ἦτο διακεκοσμημένη μὲ Γαλλικὰς καὶ Ἑλληνικὰς σημαίας. Ὁ Πρέσβυς κ. ντὲ Σαμπρὲν ὑπεδέχθη τοὺς προσκεκλημένους. — [730, 978, 936, 1018]
article-paragraph: Ἡ Γαλλία, ἡ ὁποία ἐγνώρισε τὴν ἐλευθερίαν, χαιρετίζει σήμερον μετ' ἐνθουσιασμοῦ τὴν ἐπέτειον τῆς ἀλώσεως τῆς Βαστίλλης καὶ ἀνανεώνει τοὺς δεσμοὺς τῆς φιλίας. — [949, 1037, 1158, 1077]
article-paragraph: Τὴν 18ην Ἰουλίου ἐ. ἔ. ἡμέραν Κυριακὴν καὶ ὥραν 10—12 π. μ. εἰς τὰ γραφεῖα τῆς Ἀεροπορικῆς Ἀμύνης (Σταδίου 16) ἐνεργηθήσεται πλειοδοτικὸς διαγωνισμὸς διὰ τὴν ἀνάληψιν τῆς πωλήσεως ἐγκαταλελειμμένων ὑλικῶν. — [233, 293, 454, 343]
ad-line: 27 Ὁδὸς Μενάνδρου Ἀθῆναι. Τηλέφ. 454. — [155, 2419, 220, 2459]
bank-line: ΠΑΡΕΧΕΙ ΕΜΠΟΡΙΚΑΣ ΕΥΚΟΛΙΑΣ — [501, 537, 681, 547]
article-paragraph: Τὸ Ὑπουργεῖον τῶν Οἰκονομικῶν ἀπέστειλε πρὸς τὰς Οἰκονομικὰς Ἐφορείας διαταγὴν ὅπως ἐπισπευσθῇ ἡ εἴσπραξις τῶν καθυστερουμένων φόρων. — [1169, 871, 1379, 911]
article-paragraph: Οἱ «Τάϊμς» τονίζουν ὅτι ἡ συμφωνία ἀποτελεῖ ἐπιτυχίαν τοῦ κ. Τσώρτσιλ καὶ ὅτι ἐξασφαλίζει τὰ ἀγγλικὰ συμφέροντα. — [730, 439, 936, 469]
article-paragraph: Ἡ Ἐπιτροπὴ τῶν Οἰκονομικῶν καταρτίζει νέον νομοσχέδιον περὶ φορολογίας κληρονομιῶν καὶ δωρεῶν. — [1169, 971, 1379, 1001]
listing: —Ι. ΔΕΣΟΡΣΗΣ εἰδικὸς ἰατρὸς ὤτων, ρινός, λάρυγγος. Δέχεται ὁδὸς Γ΄ Σεπτεμβρίου 19. Ὧραι 9—11 καὶ 3—5 μ. μ. — [463, 204, 719, 223]
ad-text: ΜΙΧΑΗΛ ΚΟΥΡΑΙΑΦΤΗΣ Ἀγίου Μάρκου 24 — [503, 877, 679, 887]
running-head-date: ΠΕΜΠΤΗ, 15 Ἰουλίου 1926 — [150, 141, 323, 155]
article-paragraph: Ἡ μεγάλη αἴθουσα τῆς Πρεσβείας ἦτο διακεκοσμημένη μὲ Γαλλικὰς καὶ Ἑλληνικὰς σημαίας. Ὁ Πρέσβυς κ. ντὲ Σαμπρὲν ὑπεδέχθη τοὺς προσκεκλημένους. — [730, 1347, 936, 1388]
listing: — Δικηγορικὸν Γραφεῖον Ιω. Κ. ΜΕΓΑΛΟΠΟΥΛΟΣ ὁδὸς Λυκούργου 10, Ἀθῆναι. — [463, 403, 719, 422]
article-kicker: ΑΙ ΝΕΑΙ ΣΥΜΠΛΟΚΑΙ — [157, 396, 219, 415]
ad-line: Διευθ. ἐν Ἀθήναις κ. Κωνσταντίνου ὁδὸς Σταδίου — [364, 2007, 634, 2017]
ad-line: ΟΙ ΠΑΣΧΟΝΤΕΣ — [297, 1055, 389, 1067]
article-paragraph: Ὁ «Ἐπόχα» ἀναφέρει ὅτι ἡ Τουρκία ἐπιδιώκει νὰ καταστῇ ἡ πρώτη στρατιωτικὴ δύναμις τῆς Ἐγγὺς Ἀνατολῆς καὶ ὅτι αἱ σχέσεις αὐτῆς μὲ τὰς Μεγάλας Δυνάμεις μεταβάλλονται. — [949, 522, 1156, 562]
listing: —ΟΔΟΝΤΟΙΑΤΡΙΚΗ ΚΛΙΝΙΚΗ Κ. Β. Οφφάλη. Ἀιόλου 8, ἀπέναντι Ἀγίας Εἰρήνης. — [463, 305, 719, 325]
dateline: Ἐν Ἀθήναις τῇ 14ῃ Ἰουλίου 1926 — [151, 2329, 224, 2349]
article-paragraph: ζήτει ἐπαγγελθῆ εἰς τὰς τῆς Βουλγαρικῆς ἐξωτερικῆς πολιτικῆς ἐπιτυχίας ὅτι τὰ πρῶτον ἐπιδόθη τὸ διενέξεως φιλικῶς. Καὶ ἐπανελήφθησαν μὲ αἱματηρότερα ἀποτελέσματα, μὲ περισσοτέρους νεκροὺς καὶ τραυματίας. — [150, 711, 225, 865]
article-paragraph: Ἀναλογιζόμενος τὰς κοινὰς θυσίας τὰς ὁποίας ὑπέστησαν αἱ δύο χῶραι κατὰ τὸν πόλεμον, δὲν δύναμαι παρὰ νὰ ἐκφράσω τὴν πεποίθησίν μου ὅτι ἡ φιλία αὐτῶν θὰ παραμείνῃ ἀρρήκτος. — [730, 1077, 936, 1118]
ad-line: Τὰ Ὀφθαλμικὰ Θεραπευτήρια — [156, 2359, 220, 2379]
banner-last-hour: ΤΕΛΕΥΤΑΙΑ ΩΡΑ — [727, 178, 1380, 251]
article-paragraph: Ὁ κ. πρεσβευτὴς ἀπαντῶν εἶπεν τὰ ἑξῆς: Ἀντιπροσωπεύω τὴν Γαλλίαν εἰς τὴν χώραν ταύτην ἡ ὁποία εἶναι τόσον στενῶς συνδεδεμένη μὲ τὴν Γαλλίαν. — [730, 1483, 936, 1523]
bank-city: ἐν ΛΟΝΔΙΝῼ — [543, 474, 639, 489]
masthead-month: ΙΟΥΛΙΟΥ — [150, 274, 225, 294]
article-paragraph: Ἡ προθεσμία τῆς ἀναχωρήσεως τῶν ἀνταλλαξίμων μουσουλμάνων παρετάθη. Αἱ ἀρμόδιαι ἀρχαὶ ἐπιλαμβάνονται τῆς ὑποθέσεως τῶν περιουσιῶν αὐτῶν. — [150, 1036, 225, 1148]
section-heading: ΣΙΔΗΡΟΔΡΟΜΟΙ ΠΕΛΟΠΟΝΝΗΣΟΥ — [233, 626, 454, 643]
running-head — [150, 141, 1388, 160]
headline-3: ΙΔΙΑΙΤ. ΤΗΛΕΓΡΑΦΙΚΗ ΥΠΗΡΕΣΙΑ ΤΟΥ „ΕΜΠΡΟΣ„ — [896, 304, 1205, 319]
dateline: Ἐν Ἀθήναις τῇ 12 Ἰουλίου 1926 — [324, 757, 454, 767]
